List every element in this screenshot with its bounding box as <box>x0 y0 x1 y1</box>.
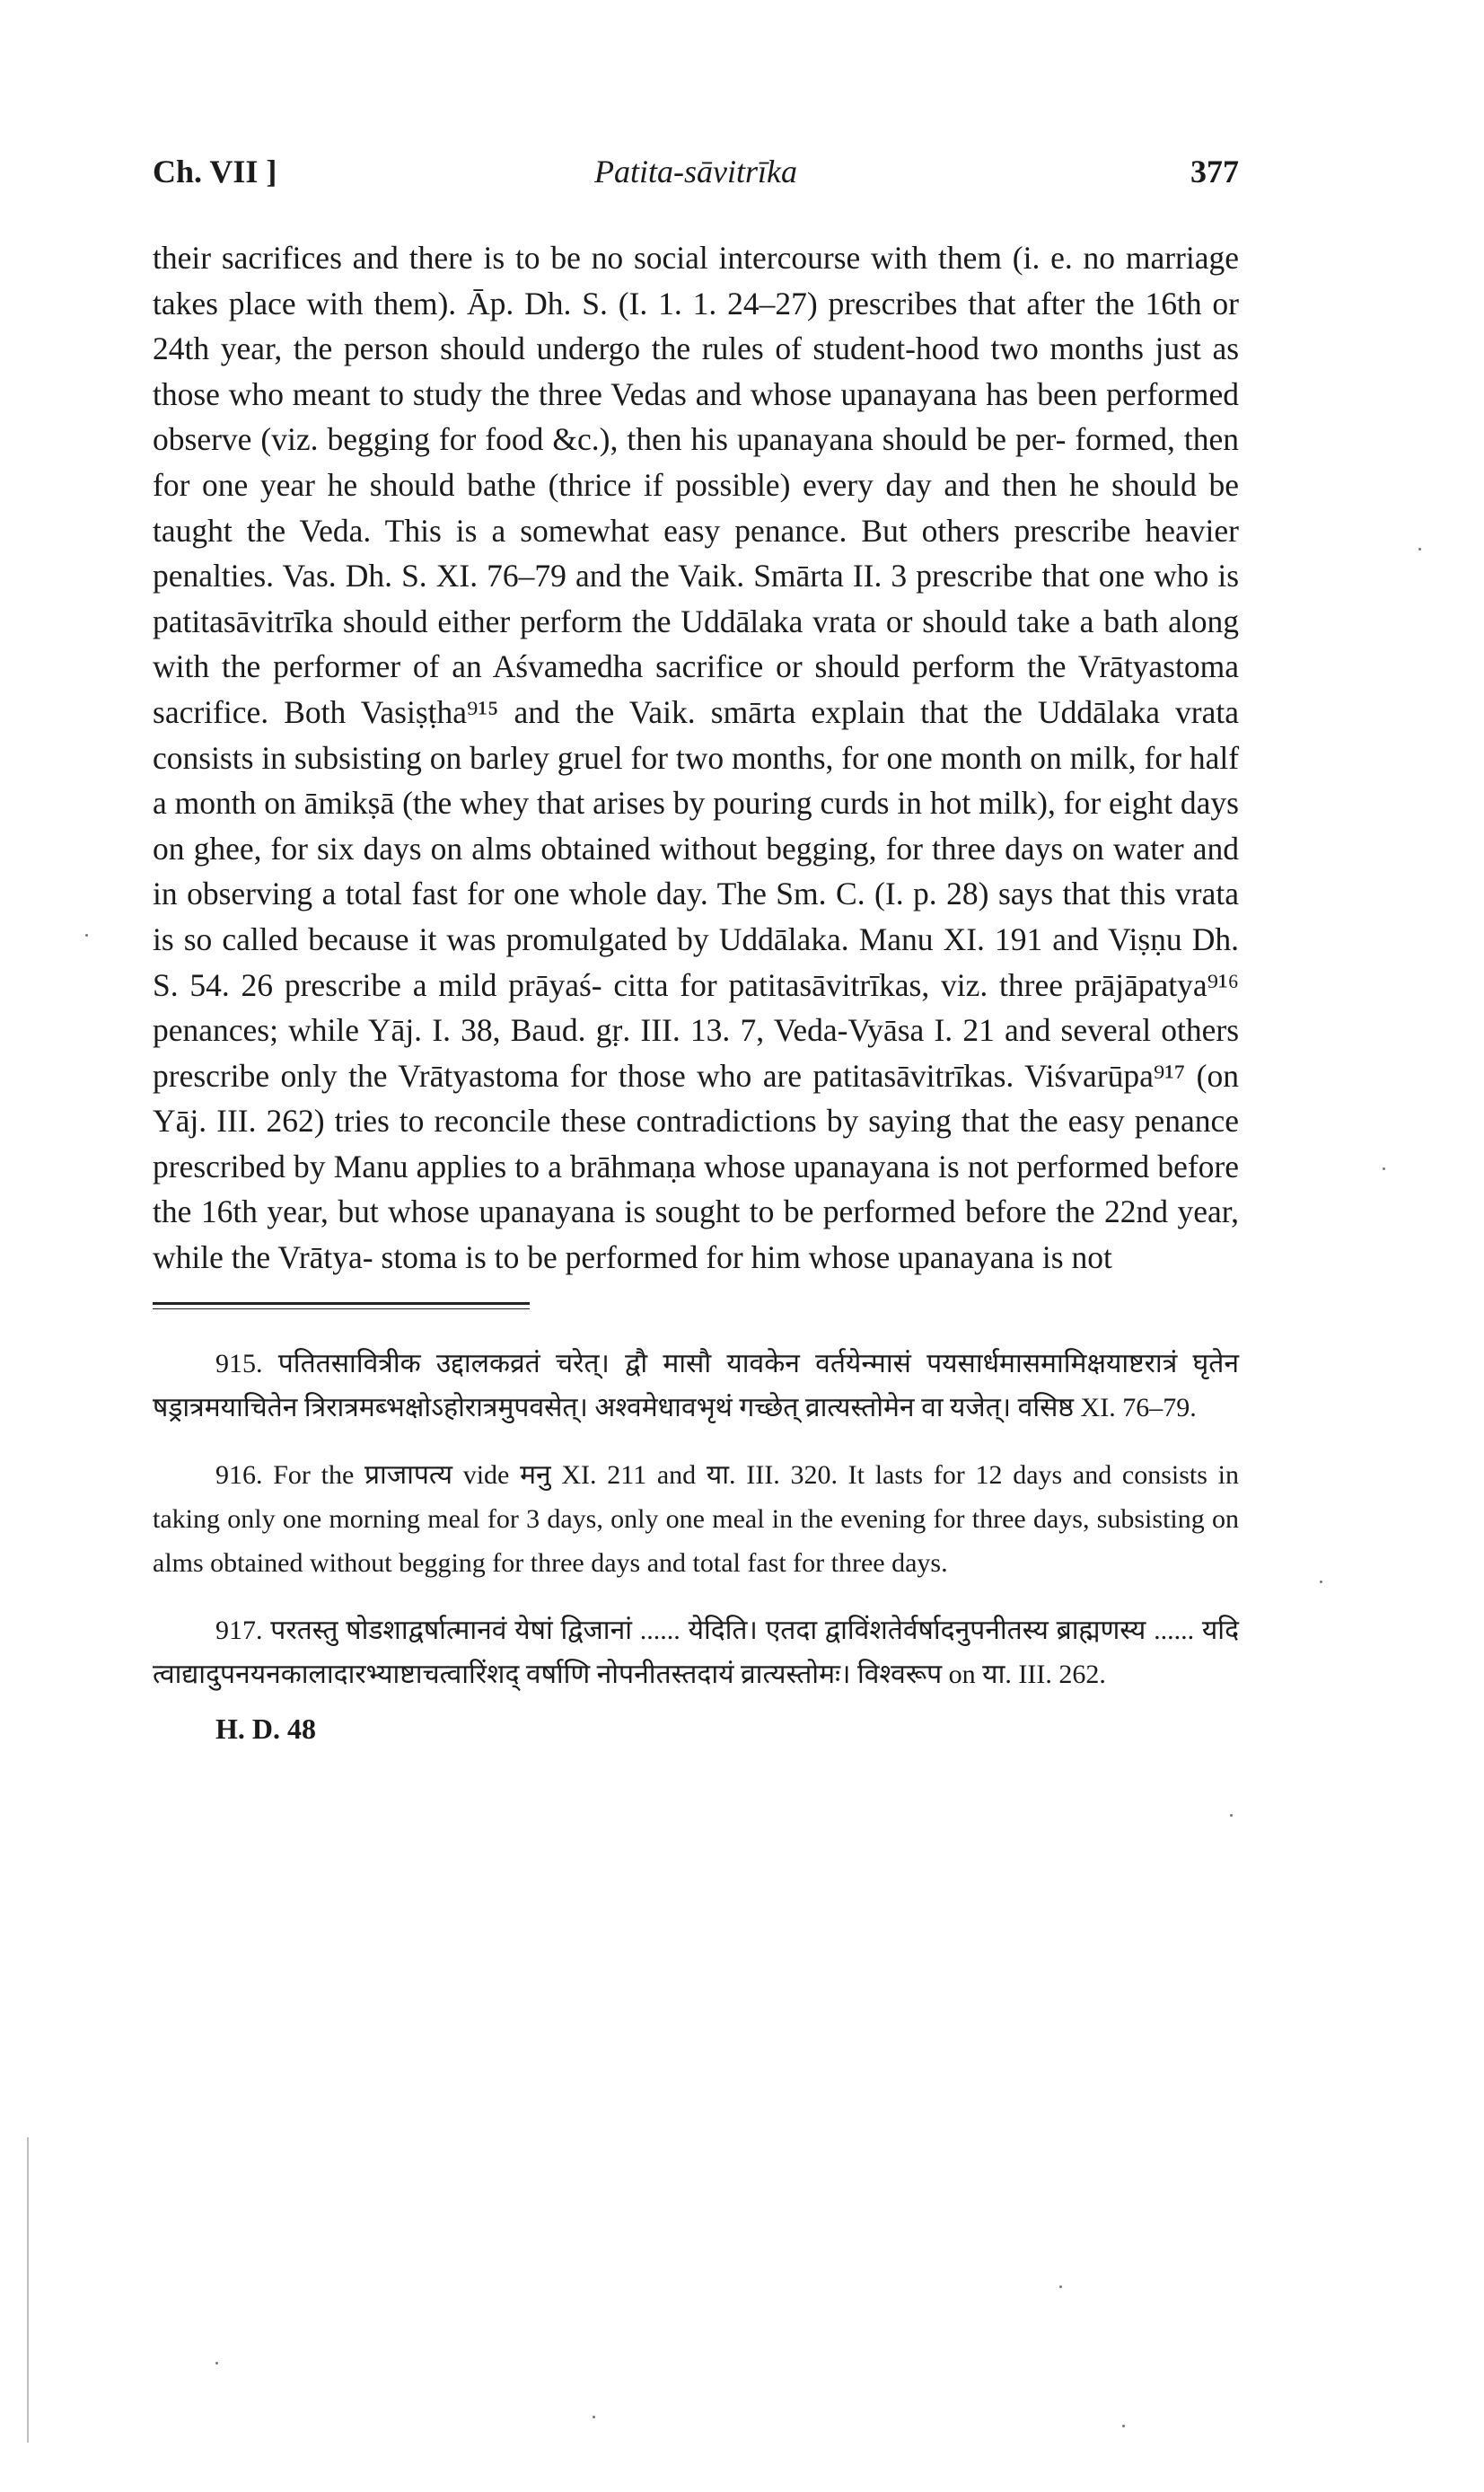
text-line: hot milk), for eight days on ghee, for six days on alms obtained <box>153 785 1239 867</box>
scan-speck <box>1230 1814 1233 1817</box>
text-line: not performed before the 16th year, but whose upanayana is <box>153 1148 1239 1230</box>
text-line: penalties. Vas. Dh. S. XI. 76–79 and the Vaik. Smārta II. 3 <box>153 558 908 594</box>
footnote <box>153 1453 1239 1585</box>
footnote-number: 917. <box>215 1615 263 1645</box>
text-line: formed, then for one year he should bathe (thrice if <box>153 421 1240 503</box>
text-line: performer of an Aśvamedha sacrifice or should perform the <box>273 648 1067 685</box>
chapter-label: Ch. VII ] <box>153 154 277 189</box>
text-line: while Yāj. I. 38, Baud. gṛ. III. 13. 7, Veda-Vyāsa I. 21 and <box>288 1012 1051 1049</box>
text-line: citta for patitasāvitrīkas, viz. three prājāpatya⁹¹⁶ penances; <box>153 966 1240 1049</box>
footnote-separator <box>153 1302 530 1309</box>
scan-speck <box>1122 2425 1125 2427</box>
footnote <box>153 1342 1239 1430</box>
footnote-text: पतितसावित्रीक उद्दालकव्रतं चरेत्। द्वौ मासौ यावकेन वर्तयेन्मासं पयसार्धमासमामिक्षयाष्टरात्रं घृतेन षड्रात्रमयाचितेन त्रिरात्रमब्भक्षोऽहोरात्रमुपवसेत्। अश्वमेधावभृथं गच्छेत् व्रात्यस्तोमेन वा यजेत्। वसिष्ठ XI. 76–79. <box>153 1348 1239 1422</box>
text-line: their sacrifices and there is to be no social intercourse with them <box>153 240 1002 276</box>
text-line: prescribe that one who is patitasāvitrīka should either perform <box>153 558 1240 639</box>
text-line: the Uddālaka vrata or should take a bath along with the <box>153 603 1240 685</box>
text-line: Manu XI. 191 and Viṣṇu Dh. S. 54. 26 prescribe a mild prāyaś- <box>153 920 1240 1003</box>
text-line: This is a somewhat easy penance. But others prescribe heavier <box>384 512 1239 549</box>
footnote-number: 916. <box>215 1459 263 1490</box>
text-line: (I. 1. 1. 24–27) prescribes that after the 16th or 24th year, <box>153 285 1239 367</box>
scan-speck <box>1383 1167 1385 1170</box>
text-line: reconcile these contradictions by saying that the easy penance <box>434 1103 1240 1140</box>
text-line: and whose upanayana has been performed observe (viz. <box>153 375 1240 458</box>
text-line: month on āmikṣā (the whey that arises by pouring curds in <box>174 785 922 822</box>
text-line: stoma is to be performed for him whose upanayana is not <box>381 1239 1112 1276</box>
running-head <box>153 153 1239 207</box>
text-line: explain that the Uddālaka vrata consists in subsisting on <box>153 693 1240 776</box>
footnote-number: 915. <box>215 1348 263 1378</box>
footnote <box>153 1608 1239 1696</box>
text-line: prescribed by Manu applies to a brāhmaṇa whose upanayana is <box>153 1148 960 1184</box>
footnotes <box>153 1342 1239 1696</box>
scan-speck <box>593 2416 595 2418</box>
scan-speck <box>1320 1581 1322 1583</box>
page-number: 377 <box>1190 154 1239 189</box>
scan-speck <box>215 2362 218 2364</box>
text-line: Vrātyastoma sacrifice. Both Vasiṣṭha⁹¹⁵ and the Vaik. smārta <box>153 648 1239 730</box>
text-line: (i. e. no marriage takes place with them). Āp. Dh. S. <box>153 240 1239 321</box>
text-line: without begging, for three days on water and in observing a <box>153 830 1239 912</box>
text-line: total fast for one whole day. The Sm. C. (I. p. 28) says that <box>345 876 1111 912</box>
scan-speck <box>1418 548 1421 550</box>
section-title: Patita-sāvitrīka <box>594 154 797 189</box>
text-line: this vrata is so called because it was promulgated by Uddālaka. <box>153 876 1239 957</box>
text-line: sought to be performed before the 22nd year, while the Vrātya- <box>153 1193 1239 1276</box>
text-line: are patitasāvitrīkas. Viśvarūpa⁹¹⁷ (on Yāj. III. 262) tries to <box>153 1057 1239 1140</box>
main-paragraph <box>153 235 1239 1281</box>
text-line: barley gruel for two months, for one month on milk, for half a <box>153 739 1240 822</box>
text-line: the person should undergo the rules of student-hood two <box>293 330 1039 367</box>
text-line: begging for food &c.), then his upanayana should be per- <box>327 421 1067 458</box>
scan-speck <box>85 934 88 937</box>
text-line: possible) every day and then he should be taught the Veda. <box>153 466 1239 549</box>
signature-mark: H. D. 48 <box>215 1712 316 1745</box>
scan-margin-mark <box>27 2137 29 2443</box>
text-line: months just as those who meant to study the three Vedas <box>153 330 1240 412</box>
footnote-text: For the प्राजापत्य vide मनु XI. 211 and या. III. 320. It lasts for 12 days and consists in taking only one morning meal for 3 days, only one meal in the evening for three days, subsisting on alms obtained without begging for three days and total fast for three days. <box>153 1459 1239 1578</box>
text-line: several others prescribe only the Vrātyastoma for those who <box>153 1012 1240 1094</box>
scan-speck <box>1059 2285 1062 2288</box>
footnote-text: परतस्तु षोडशाद्वर्षात्मानवं येषां द्विजानां ...... येदिति। एतदा द्वाविंशतेर्वर्षादनुपनीतस्य ब्राह्मणस्य ...... यदि त्वाद्यादुपनयनकालादारभ्याष्टाचत्वारिंशद् वर्षाणि नोपनीतस्तदायं व्रात्यस्तोमः। विश्वरूप on या. III. 262. <box>153 1615 1240 1689</box>
book-page <box>153 153 1239 1746</box>
